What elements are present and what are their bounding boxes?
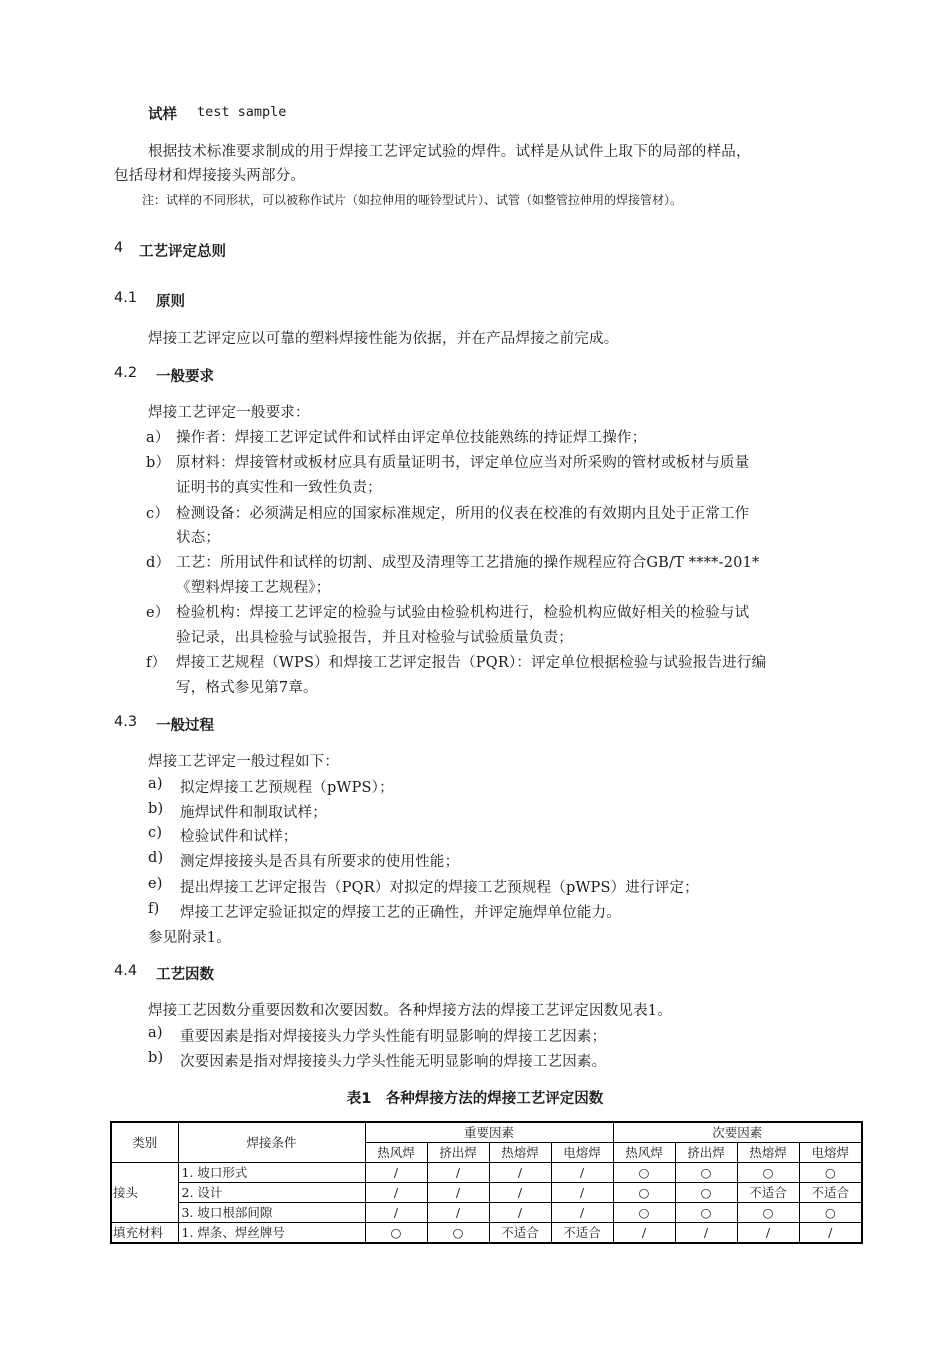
table-cell: 不适合: [489, 1223, 551, 1244]
table-cell: /: [427, 1183, 489, 1203]
header-method: 热风焊: [365, 1143, 427, 1163]
header-important: 重要因素: [365, 1122, 613, 1143]
row-condition: 3. 坡口根部间隙: [178, 1203, 365, 1223]
list-item-label: f）: [146, 655, 167, 671]
list-item-text: 次要因素是指对焊接接头力学头性能无明显影响的焊接工艺因素。: [180, 1054, 607, 1070]
list-item-label: e): [148, 876, 163, 892]
list-item-label: b）: [146, 455, 171, 471]
table-cell: /: [551, 1183, 613, 1203]
table-cell: /: [551, 1203, 613, 1223]
table-cell: ○: [613, 1183, 675, 1203]
list-item-text: 提出焊接工艺评定报告（PQR）对拟定的焊接工艺预规程（pWPS）进行评定；: [180, 880, 699, 896]
header-method: 热熔焊: [489, 1143, 551, 1163]
list-item-text: 原材料：焊接管材或板材应具有质量证明书，评定单位应当对所采购的管材或板材与质量: [176, 455, 750, 471]
list-item-text: 测定焊接接头是否具有所要求的使用性能；: [180, 854, 460, 870]
list-item-label: e）: [146, 605, 170, 621]
table-cell: /: [489, 1183, 551, 1203]
table-cell: 不适合: [799, 1183, 862, 1203]
table-cell: ○: [613, 1203, 675, 1223]
list-item-text: 拟定焊接工艺预规程（pWPS）；: [180, 780, 394, 796]
table-cell: ○: [675, 1203, 737, 1223]
table-row: [111, 1203, 862, 1223]
header-method: 挤出焊: [427, 1143, 489, 1163]
section-4-3-reference: 参见附录1。: [148, 930, 231, 946]
table-cell: ○: [799, 1203, 862, 1223]
table-caption: 表1 各种焊接方法的焊接工艺评定因数: [346, 1091, 604, 1107]
list-item-text: 检测设备：必须满足相应的国家标准规定，所用的仪表在校准的有效期内且处于正常工作: [176, 506, 750, 522]
section-4-2-number: 4.2: [114, 365, 138, 381]
section-4-3-intro: 焊接工艺评定一般过程如下：: [148, 754, 340, 770]
table-row: [111, 1183, 862, 1203]
row-condition: 1. 焊条、焊丝牌号: [178, 1223, 365, 1244]
table-cell: ○: [675, 1183, 737, 1203]
list-item-text-continued: 验记录，出具检验与试验报告，并且对检验与试验质量负责；: [176, 630, 573, 646]
list-item-label: b): [148, 1050, 164, 1066]
table-cell: /: [799, 1223, 862, 1244]
list-item-label: c）: [146, 506, 170, 522]
header-minor: 次要因素: [613, 1122, 862, 1143]
table-cell: ○: [365, 1223, 427, 1244]
list-item-label: c): [148, 825, 163, 841]
table-cell: ○: [613, 1163, 675, 1183]
welding-factors-table: [110, 1121, 863, 1244]
section-4-2-intro: 焊接工艺评定一般要求：: [148, 405, 310, 421]
section-4-4-intro: 焊接工艺因数分重要因数和次要因数。各种焊接方法的焊接工艺评定因数见表1。: [148, 1003, 672, 1019]
list-item-label: f): [148, 901, 160, 917]
list-item-text-continued: 状态；: [176, 530, 221, 546]
section-4-1-title: 原则: [156, 294, 185, 310]
list-item-text: 检验机构：焊接工艺评定的检验与试验由检验机构进行，检验机构应做好相关的检验与试: [176, 605, 750, 621]
table-cell: /: [365, 1203, 427, 1223]
header-method: 热风焊: [613, 1143, 675, 1163]
row-category: 填充材料: [111, 1223, 178, 1244]
table-cell: /: [427, 1163, 489, 1183]
term-definition-line-2: 包括母材和焊接接头两部分。: [114, 168, 306, 184]
list-item-text: 施焊试件和制取试样；: [180, 805, 327, 821]
list-item-label: a): [148, 776, 163, 792]
list-item-text: 操作者：焊接工艺评定试件和试样由评定单位技能熟练的持证焊工操作；: [176, 430, 647, 446]
table-header-row: [111, 1122, 862, 1143]
list-item-label: a): [148, 1025, 163, 1041]
section-4-3-title: 一般过程: [156, 718, 214, 734]
header-method: 电熔焊: [551, 1143, 613, 1163]
term-name-en: test sample: [197, 104, 287, 120]
section-4-1-text: 焊接工艺评定应以可靠的塑料焊接性能为依据，并在产品焊接之前完成。: [148, 331, 619, 347]
table-cell: /: [365, 1183, 427, 1203]
list-item-label: a）: [146, 430, 170, 446]
table-cell: /: [551, 1163, 613, 1183]
table-cell: /: [489, 1163, 551, 1183]
header-condition: 焊接条件: [178, 1122, 365, 1163]
table-cell: ○: [737, 1163, 799, 1183]
table-cell: /: [427, 1203, 489, 1223]
table-row: [111, 1223, 862, 1244]
section-4-3-number: 4.3: [114, 714, 138, 730]
list-item-label: d): [148, 850, 164, 866]
table-cell: ○: [427, 1223, 489, 1244]
list-item-text-continued: 写，格式参见第7章。: [176, 680, 318, 696]
list-item-text: 工艺：所用试件和试样的切割、成型及清理等工艺措施的操作规程应符合GB/T ****-201*: [176, 555, 760, 571]
table-cell: /: [613, 1223, 675, 1244]
table-cell: /: [675, 1223, 737, 1244]
header-method: 挤出焊: [675, 1143, 737, 1163]
table-cell: /: [365, 1163, 427, 1183]
term-definition-line-1: 根据技术标准要求制成的用于焊接工艺评定试验的焊件。试样是从试件上取下的局部的样品，: [148, 144, 751, 160]
section-4-number: 4: [114, 240, 124, 256]
section-4-4-title: 工艺因数: [156, 967, 214, 983]
section-4-4-number: 4.4: [114, 963, 138, 979]
header-method: 电熔焊: [799, 1143, 862, 1163]
table-cell: /: [489, 1203, 551, 1223]
row-condition: 2. 设计: [178, 1183, 365, 1203]
list-item-text: 焊接工艺评定验证拟定的焊接工艺的正确性，并评定施焊单位能力。: [180, 905, 621, 921]
section-4-1-number: 4.1: [114, 290, 138, 306]
list-item-text: 检验试件和试样；: [180, 829, 298, 845]
header-method: 热熔焊: [737, 1143, 799, 1163]
table-cell: 不适合: [551, 1223, 613, 1244]
table-row: [111, 1163, 862, 1183]
row-category: 接头: [111, 1163, 178, 1223]
list-item-text: 重要因素是指对焊接接头力学头性能有明显影响的焊接工艺因素；: [180, 1029, 607, 1045]
table-cell: /: [737, 1223, 799, 1244]
header-category: 类别: [111, 1122, 178, 1163]
row-condition: 1. 坡口形式: [178, 1163, 365, 1183]
term-note: 注：试样的不同形状，可以被称作试片（如拉伸用的哑铃型试片）、试管（如整管拉伸用的焊接管材）。: [142, 193, 683, 207]
table-cell: ○: [675, 1163, 737, 1183]
list-item-text-continued: 《塑料焊接工艺规程》；: [176, 580, 331, 596]
section-4-title: 工艺评定总则: [139, 244, 226, 260]
list-item-text: 焊接工艺规程（WPS）和焊接工艺评定报告（PQR）：评定单位根据检验与试验报告进行编: [176, 655, 767, 671]
list-item-text-continued: 证明书的真实性和一致性负责；: [176, 480, 382, 496]
term-name-zh: 试样: [148, 107, 177, 123]
table-cell: ○: [737, 1203, 799, 1223]
list-item-label: d）: [146, 555, 171, 571]
table-cell: ○: [799, 1163, 862, 1183]
list-item-label: b): [148, 801, 164, 817]
section-4-2-title: 一般要求: [156, 369, 214, 385]
table-cell: 不适合: [737, 1183, 799, 1203]
